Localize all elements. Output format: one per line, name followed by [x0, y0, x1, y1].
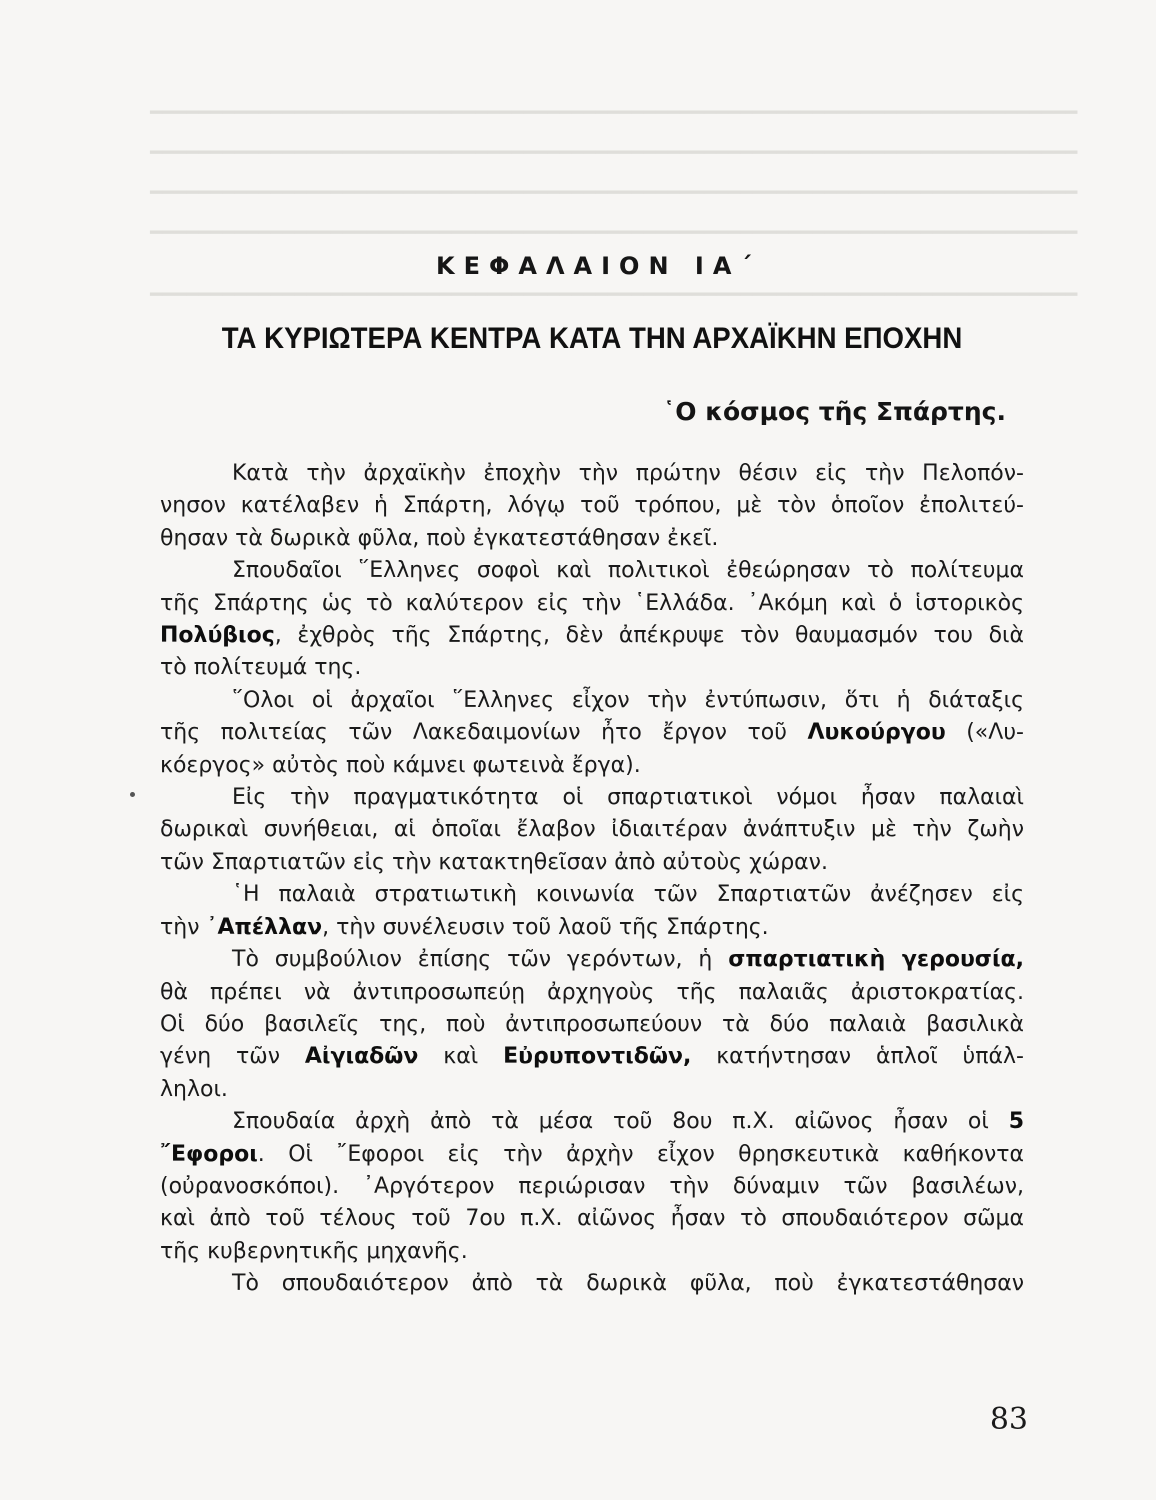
text-line [160, 1139, 1024, 1171]
text-run: Τὸ συμβούλιον ἐπίσης τῶν γερόντων, ἡ [232, 947, 729, 973]
text-run: . Οἱ ῎Εφοροι εἰς τὴν ἀρχὴν εἶχον θρησκευτικὰ καθήκοντα [257, 1141, 1024, 1167]
chapter-title: ΤΑ ΚΥΡΙΩΤΕΡΑ ΚΕΝΤΡΑ ΚΑΤΑ ΤΗΝ ΑΡΧΑΪΚΗΝ ΕΠΟΧΗΝ [221, 322, 963, 355]
text-line: θησαν τὰ δωρικὰ φῦλα, ποὺ ἐγκατεστάθησαν ἐκεῖ. [160, 525, 719, 551]
text-run: κατήντησαν ἁπλοῖ ὑπάλ- [691, 1044, 1024, 1070]
text-line [160, 912, 1024, 944]
text-line: Κατὰ τὴν ἀρχαϊκὴν ἐποχὴν τὴν πρώτην θέσιν εἰς τὴν Πελοπόν- [232, 461, 1024, 486]
text-line: Τὸ σπουδαιότερον ἀπὸ τὰ δωρικὰ φῦλα, ποὺ ἐγκατεστάθησαν [232, 1271, 1024, 1297]
text-line [160, 1041, 1024, 1073]
print-speck [130, 792, 135, 797]
bold-term-gerousia: σπαρτιατικὴ γερουσία, [728, 947, 1024, 973]
text-run: καὶ [418, 1044, 504, 1070]
text-line: ῾Η παλαιὰ στρατιωτικὴ κοινωνία τῶν Σπαρτιατῶν ἀνέζησεν εἰς [232, 882, 1024, 908]
text-run: τῆς πολιτείας τῶν Λακεδαιμονίων ἦτο ἔργον τοῦ [160, 720, 808, 746]
bold-term-eurypontidon: Εὐρυποντιδῶν, [503, 1044, 692, 1070]
paragraph [160, 555, 1024, 685]
text-run: («Λυ- [945, 720, 1024, 746]
bleed-through-texture: ━━━━━━━━━━━━━━━━━━━━━━━━━━━━━━━━━━━━━━━━━━━━━━━━━━━━━━━━━━━━━━━━━━━━━━━━━━━━━ [150, 180, 1078, 204]
text-line: τῆς κυβερνητικῆς μηχανῆς. [160, 1238, 468, 1264]
text-line: Σπουδαῖοι ῞Ελληνες σοφοὶ καὶ πολιτικοὶ ἐθεώρησαν τὸ πολίτευμα [232, 558, 1024, 584]
bleed-through-texture: ━━━━━━━━━━━━━━━━━━━━━━━━━━━━━━━━━━━━━━━━━━━━━━━━━━━━━━━━━━━━━━━━━━━━━━━━━━━━━ [150, 282, 1078, 306]
text-line: Εἰς τὴν πραγματικότητα οἱ σπαρτιατικοὶ νόμοι ἦσαν παλαιαὶ [232, 785, 1024, 811]
text-line: τῶν Σπαρτιατῶν εἰς τὴν κατακτηθεῖσαν ἀπὸ αὐτοὺς χώραν. [160, 849, 828, 875]
text-run: , ἐχθρὸς τῆς Σπάρτης, δὲν ἀπέκρυψε τὸν θαυμασμόν του διὰ [274, 623, 1024, 649]
body-text [160, 458, 1024, 1301]
text-line: ληλοι. [160, 1076, 228, 1102]
chapter-label: ΚΕΦΑΛΑΙΟΝ ΙΑ΄ [436, 252, 760, 280]
text-line [160, 717, 1024, 749]
text-line [160, 620, 1024, 652]
text-run: , τὴν συνέλευσιν τοῦ λαοῦ τῆς Σπάρτης. [322, 914, 769, 940]
paragraph [160, 782, 1024, 879]
paragraph [160, 685, 1024, 782]
text-line: τῆς Σπάρτης ὡς τὸ καλύτερον εἰς τὴν ῾Ελλάδα. ᾿Ακόμη καὶ ὁ ἱστορικὸς [160, 590, 1024, 616]
text-line: δωρικαὶ συνήθειαι, αἱ ὁποῖαι ἔλαβον ἰδιαιτέραν ἀνάπτυξιν μὲ τὴν ζωὴν [160, 817, 1024, 843]
bold-term-polybios: Πολύβιος [160, 623, 275, 649]
paragraph [160, 1106, 1024, 1268]
text-run: τὴν [160, 914, 207, 940]
text-run: γένη τῶν [160, 1044, 305, 1070]
text-line: ῞Ολοι οἱ ἀρχαῖοι ῞Ελληνες εἶχον τὴν ἐντύπωσιν, ὅτι ἡ διάταξις [232, 687, 1024, 713]
paragraph [160, 879, 1024, 944]
bold-term-lykourgos: Λυκούργου [807, 720, 946, 746]
text-line: Οἱ δύο βασιλεῖς της, ποὺ ἀντιπροσωπεύουν τὰ δύο παλαιὰ βασιλικὰ [160, 1011, 1024, 1037]
page-number: 83 [989, 1402, 1028, 1437]
bleed-through-texture: ━━━━━━━━━━━━━━━━━━━━━━━━━━━━━━━━━━━━━━━━━━━━━━━━━━━━━━━━━━━━━━━━━━━━━━━━━━━━━ [150, 140, 1078, 164]
bleed-through-texture: ━━━━━━━━━━━━━━━━━━━━━━━━━━━━━━━━━━━━━━━━━━━━━━━━━━━━━━━━━━━━━━━━━━━━━━━━━━━━━ [150, 100, 1078, 124]
bold-number: 5 [1008, 1109, 1024, 1135]
paragraph [160, 458, 1024, 555]
text-line: κόεργος» αὐτὸς ποὺ κάμνει φωτεινὰ ἔργα). [160, 752, 641, 778]
bold-term-ephoroi: ῎Εφοροι [160, 1141, 258, 1167]
text-line: καὶ ἀπὸ τοῦ τέλους τοῦ 7ου π.Χ. αἰῶνος ἦσαν τὸ σπουδαιότερον σῶμα [160, 1206, 1024, 1232]
paragraph [160, 944, 1024, 1106]
bold-term-aigiadon: Αἰγιαδῶν [304, 1044, 419, 1070]
text-line: τὸ πολίτευμά της. [160, 655, 362, 681]
text-line [160, 944, 1024, 976]
text-run: Σπουδαία ἀρχὴ ἀπὸ τὰ μέσα τοῦ 8ου π.Χ. αἰῶνος ἦσαν οἱ [232, 1109, 1009, 1135]
text-line: θὰ πρέπει νὰ ἀντιπροσωπεύῃ ἀρχηγοὺς τῆς παλαιᾶς ἀριστοκρατίας. [160, 979, 1024, 1005]
section-heading: ῾Ο κόσμος τῆς Σπάρτης. [662, 397, 1006, 426]
text-line: νησον κατέλαβεν ἡ Σπάρτη, λόγῳ τοῦ τρόπου, μὲ τὸν ὁποῖον ἐπολιτεύ- [160, 493, 1024, 519]
paragraph [160, 1268, 1024, 1300]
bleed-through-texture: ━━━━━━━━━━━━━━━━━━━━━━━━━━━━━━━━━━━━━━━━━━━━━━━━━━━━━━━━━━━━━━━━━━━━━━━━━━━━━ [150, 220, 1078, 244]
text-line [160, 1106, 1024, 1138]
bold-term-apellan: ᾿Απέλλαν [206, 914, 323, 940]
text-line: (οὐρανοσκόποι). ᾿Αργότερον περιώρισαν τὴν δύναμιν τῶν βασιλέων, [160, 1173, 1024, 1199]
